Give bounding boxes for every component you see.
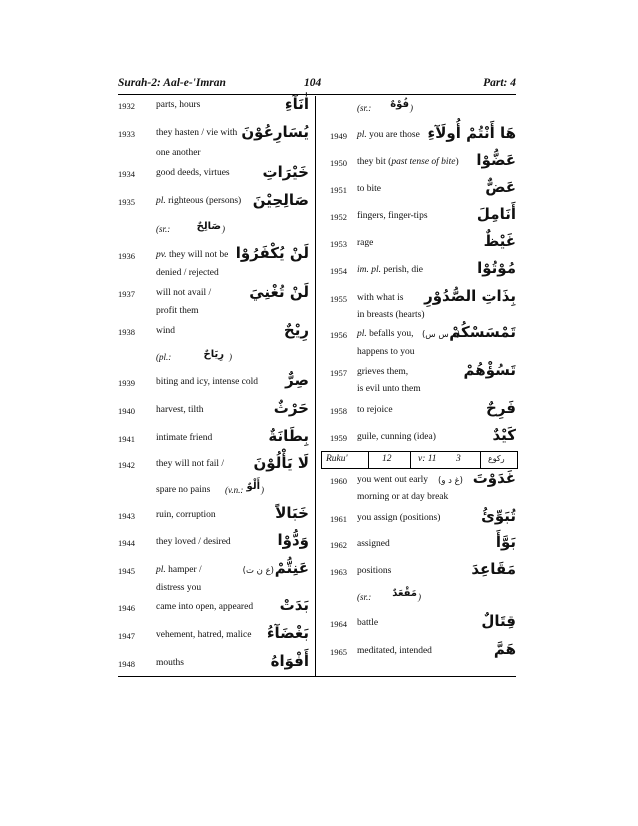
entry-meaning-cont: morning or at day break bbox=[357, 492, 449, 502]
entry-meaning: guile, cunning (idea) bbox=[357, 432, 436, 442]
entry-meaning: came into open, appeared bbox=[156, 602, 254, 612]
ruku-cell-divider bbox=[480, 452, 481, 468]
entry-number: 1934 bbox=[118, 169, 135, 179]
entry-number: 1952 bbox=[330, 212, 347, 222]
entry-meaning: battle bbox=[357, 618, 379, 628]
note-close: ) bbox=[410, 103, 413, 113]
entry-arabic: بَوَّأَ bbox=[495, 533, 516, 551]
entry-number: 1955 bbox=[330, 294, 347, 304]
entry-arabic: بِطَانَةٌ bbox=[268, 427, 309, 445]
entry-meaning: pl. you are those bbox=[357, 130, 420, 140]
entry-arabic: قِتَالٌ bbox=[481, 612, 516, 630]
note-close: ) bbox=[418, 592, 421, 602]
entry-arabic: غَيْظٌ bbox=[483, 232, 516, 250]
entry-meaning: you went out early bbox=[357, 475, 428, 485]
entry-arabic: يُسَارِعُوْنَ bbox=[241, 123, 309, 141]
entry-meaning: intimate friend bbox=[156, 433, 213, 443]
entry-meaning: to rejoice bbox=[357, 405, 393, 415]
entry-number: 1962 bbox=[330, 540, 347, 550]
singular-note-arabic: صَالِحٌ bbox=[196, 221, 221, 232]
entry-number: 1943 bbox=[118, 511, 135, 521]
entry-arabic: عَضُّوْا bbox=[476, 151, 516, 169]
entry-number: 1939 bbox=[118, 378, 135, 388]
entry-arabic: بَغْضَآءُ bbox=[266, 624, 309, 642]
entry-arabic: تَمْسَسْكُمْ bbox=[449, 323, 516, 341]
entry-number: 1963 bbox=[330, 567, 347, 577]
entry-arabic: لَنْ تُغْنِيَ bbox=[249, 283, 309, 301]
ruku-cell-divider bbox=[368, 452, 369, 468]
ruku-number: 12 bbox=[382, 454, 392, 464]
verbal-noun-label: (v.n.: bbox=[225, 485, 244, 495]
entry-arabic: رِيْحٌ bbox=[283, 321, 309, 339]
column-divider bbox=[315, 96, 316, 676]
surah-title: Surah-2: Aal-e-'Imran bbox=[118, 77, 226, 89]
entry-meaning: to bite bbox=[357, 184, 382, 194]
entry-meaning: parts, hours bbox=[156, 100, 201, 110]
entry-arabic: تَسُؤْهُمْ bbox=[463, 361, 516, 379]
plural-note-arabic: رِيَاحٌ bbox=[203, 349, 224, 360]
entry-arabic: صَالِحِيْنَ bbox=[252, 191, 309, 209]
entry-meaning: assigned bbox=[357, 539, 390, 549]
entry-meaning: im. pl. perish, die bbox=[357, 265, 423, 275]
entry-number: 1940 bbox=[118, 406, 135, 416]
entry-arabic: أَفْوَاهُ bbox=[270, 652, 309, 670]
entry-number: 1941 bbox=[118, 434, 135, 444]
entry-number: 1935 bbox=[118, 197, 135, 207]
entry-arabic: وَدُّوْا bbox=[277, 531, 309, 549]
entry-meaning: wind bbox=[156, 326, 175, 336]
entry-number: 1965 bbox=[330, 647, 347, 657]
entry-arabic: خَبَالاً bbox=[275, 504, 309, 522]
entry-meaning: pv. they will not be bbox=[156, 250, 229, 260]
singular-note-label: (sr.: bbox=[357, 103, 372, 113]
entry-meaning: ruin, corruption bbox=[156, 510, 216, 520]
entry-arabic: فَرِحٌ bbox=[486, 399, 516, 417]
entry-number: 1949 bbox=[330, 131, 347, 141]
entry-meaning: vehement, hatred, malice bbox=[156, 630, 252, 640]
entry-arabic: حَرْثٌ bbox=[273, 399, 309, 417]
verbal-noun-arabic: أَلْوٌ bbox=[246, 481, 260, 492]
entry-meaning-cont: happens to you bbox=[357, 347, 415, 357]
entry-number: 1951 bbox=[330, 185, 347, 195]
part-label: Part: 4 bbox=[483, 77, 516, 89]
entry-arabic: كَيْدٌ bbox=[492, 426, 516, 444]
entry-meaning-cont: one another bbox=[156, 148, 201, 158]
entry-meaning: they hasten / vie with bbox=[156, 128, 238, 138]
ruku-label: Ruku' bbox=[326, 454, 348, 464]
entry-number: 1959 bbox=[330, 433, 347, 443]
entry-number: 1950 bbox=[330, 158, 347, 168]
ruku-cell-divider bbox=[410, 452, 411, 468]
entry-arabic: تُبَوِّئُ bbox=[481, 507, 516, 525]
entry-number: 1958 bbox=[330, 406, 347, 416]
root-letters: (م س س) bbox=[421, 330, 460, 340]
entry-arabic: مُوْتُوْا bbox=[477, 259, 516, 277]
entry-number: 1944 bbox=[118, 538, 135, 548]
note-close: ) bbox=[222, 224, 225, 234]
root-letters: (غ د و) bbox=[438, 476, 463, 486]
entry-number: 1942 bbox=[118, 460, 135, 470]
entry-arabic: عَضٌّ bbox=[485, 178, 516, 196]
root-letters: (ع ن ت) bbox=[242, 566, 274, 576]
entry-number: 1937 bbox=[118, 289, 135, 299]
entry-meaning: pl. righteous (persons) bbox=[156, 196, 242, 206]
entry-arabic: هَا أَنْتُمْ أُولَآءِ bbox=[427, 124, 516, 142]
entry-meaning: good deeds, virtues bbox=[156, 168, 230, 178]
entry-meaning: will not avail / bbox=[156, 288, 212, 298]
entry-number: 1947 bbox=[118, 631, 135, 641]
entry-meaning: mouths bbox=[156, 658, 184, 668]
ruku-box bbox=[321, 451, 518, 469]
entry-meaning-cont: distress you bbox=[156, 583, 202, 593]
entry-arabic: لَنْ يُكْفَرُوْا bbox=[235, 244, 309, 262]
singular-note-arabic: مَقْعَدٌ bbox=[392, 588, 417, 599]
entry-meaning: biting and icy, intense cold bbox=[156, 377, 259, 387]
entry-arabic: صِرٌّ bbox=[285, 371, 309, 389]
entry-arabic: بِذَاتِ الصُّدُوْرِ bbox=[424, 287, 516, 305]
entry-meaning-cont: profit them bbox=[156, 306, 199, 316]
entry-meaning-cont: in breasts (hearts) bbox=[357, 310, 425, 320]
entry-number: 1938 bbox=[118, 327, 135, 337]
entry-number: 1953 bbox=[330, 239, 347, 249]
note-close: ) bbox=[261, 485, 264, 495]
entry-number: 1954 bbox=[330, 266, 347, 276]
entry-number: 1948 bbox=[118, 659, 135, 669]
entry-meaning-cont: spare no pains bbox=[156, 485, 211, 495]
entry-meaning: grieves them, bbox=[357, 367, 409, 377]
entry-number: 1946 bbox=[118, 603, 135, 613]
entry-arabic: بَدَتْ bbox=[279, 596, 309, 614]
ruku-verse: v: 11 bbox=[418, 454, 437, 464]
ruku-count: 3 bbox=[456, 454, 461, 464]
ruku-arabic: رکوع bbox=[488, 454, 505, 463]
entry-number: 1945 bbox=[118, 566, 135, 576]
entry-meaning: fingers, finger-tips bbox=[357, 211, 428, 221]
entry-meaning-cont: denied / rejected bbox=[156, 268, 219, 278]
entry-meaning-cont: is evil unto them bbox=[357, 384, 421, 394]
entry-arabic: عَنِتُّمْ bbox=[274, 559, 309, 577]
entry-number: 1961 bbox=[330, 514, 347, 524]
entry-meaning: pl. hamper / bbox=[156, 565, 202, 575]
entry-arabic: غَدَوْتَ bbox=[472, 469, 516, 487]
singular-note-label: (sr.: bbox=[156, 224, 171, 234]
entry-meaning: they loved / desired bbox=[156, 537, 231, 547]
entry-meaning: they will not fail / bbox=[156, 459, 225, 469]
header-rule bbox=[118, 94, 516, 95]
entry-arabic: مَقَاعِدَ bbox=[471, 560, 516, 578]
entry-meaning: with what is bbox=[357, 293, 404, 303]
entry-meaning: rage bbox=[357, 238, 374, 248]
entry-arabic: خَيْرَاتِ bbox=[262, 163, 309, 181]
entry-number: 1932 bbox=[118, 101, 135, 111]
entry-meaning: they bit (past tense of bite) bbox=[357, 157, 459, 167]
entry-meaning: harvest, tilth bbox=[156, 405, 204, 415]
entry-number: 1933 bbox=[118, 129, 135, 139]
note-close: ) bbox=[229, 352, 232, 362]
page-header bbox=[118, 77, 516, 93]
singular-note-arabic: فُوْهٌ bbox=[390, 99, 409, 110]
entry-number: 1960 bbox=[330, 476, 347, 486]
entry-number: 1964 bbox=[330, 619, 347, 629]
plural-note-label: (pl.: bbox=[156, 352, 172, 362]
entry-meaning: positions bbox=[357, 566, 392, 576]
entry-arabic: أَنَامِلَ bbox=[476, 205, 516, 223]
entry-meaning: you assign (positions) bbox=[357, 513, 441, 523]
page-number: 104 bbox=[304, 77, 322, 89]
entry-meaning: meditated, intended bbox=[357, 646, 432, 656]
entry-number: 1957 bbox=[330, 368, 347, 378]
singular-note-label: (sr.: bbox=[357, 592, 372, 602]
entry-meaning: pl. befalls you, bbox=[357, 329, 414, 339]
entry-arabic: لَا يَأْلُوْنَ bbox=[253, 454, 309, 472]
entry-number: 1936 bbox=[118, 251, 135, 261]
footer-rule bbox=[118, 676, 516, 677]
entry-arabic: هَمَّ bbox=[493, 640, 516, 658]
entry-number: 1956 bbox=[330, 330, 347, 340]
entry-arabic: اٰنَآءِ bbox=[284, 95, 309, 113]
